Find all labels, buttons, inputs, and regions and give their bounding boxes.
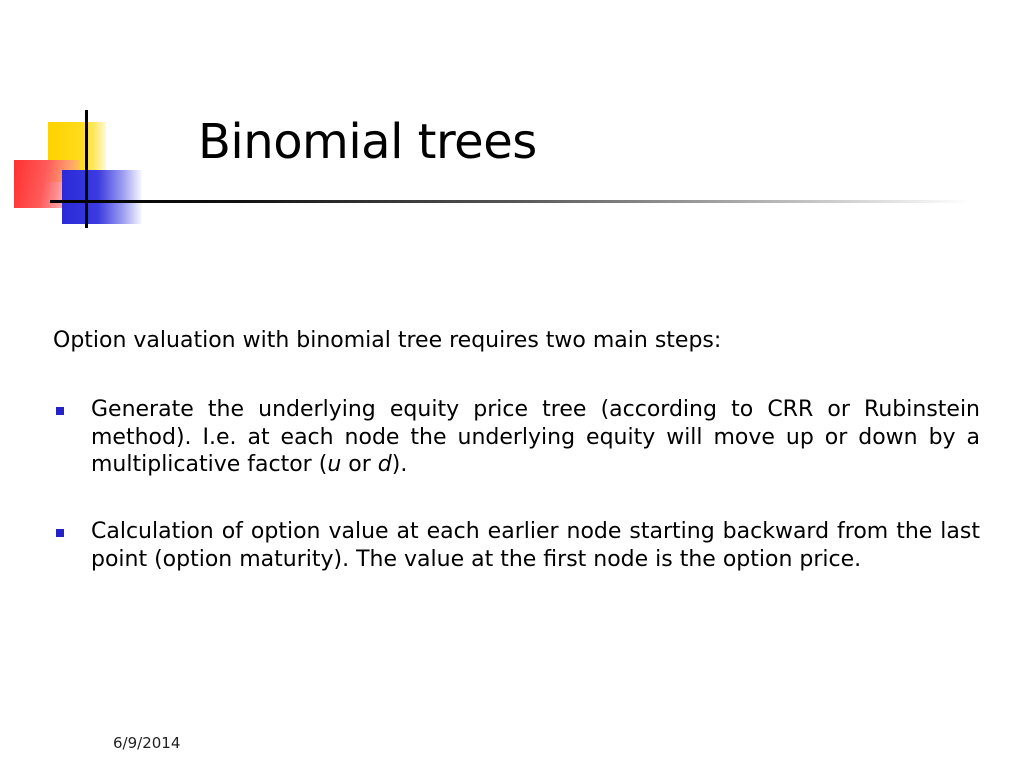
logo-vertical-line bbox=[85, 110, 88, 228]
bullet-text: Generate the underlying equity price tree (according to CRR or Rubinstein method). I.e. at each node the underlying equity will move up or down by a multiplicative factor (u or d). bbox=[91, 397, 980, 477]
square-bullet-icon bbox=[56, 407, 64, 415]
variable-u: u bbox=[327, 452, 342, 477]
title-underline bbox=[50, 200, 970, 203]
logo-blue-square bbox=[62, 170, 142, 224]
bullet-item bbox=[53, 518, 980, 573]
bullet-item bbox=[53, 396, 980, 479]
variable-d: d bbox=[377, 452, 392, 477]
bullet-text: Calculation of option value at each earlier node starting backward from the last point (option maturity). The value at the first node is the option price. bbox=[91, 519, 980, 572]
square-bullet-icon bbox=[56, 529, 64, 537]
slide-title: Binomial trees bbox=[198, 114, 537, 170]
footer-date: 6/9/2014 bbox=[113, 734, 181, 752]
decorative-logo bbox=[0, 0, 160, 240]
intro-text: Option valuation with binomial tree requires two main steps: bbox=[53, 328, 722, 353]
